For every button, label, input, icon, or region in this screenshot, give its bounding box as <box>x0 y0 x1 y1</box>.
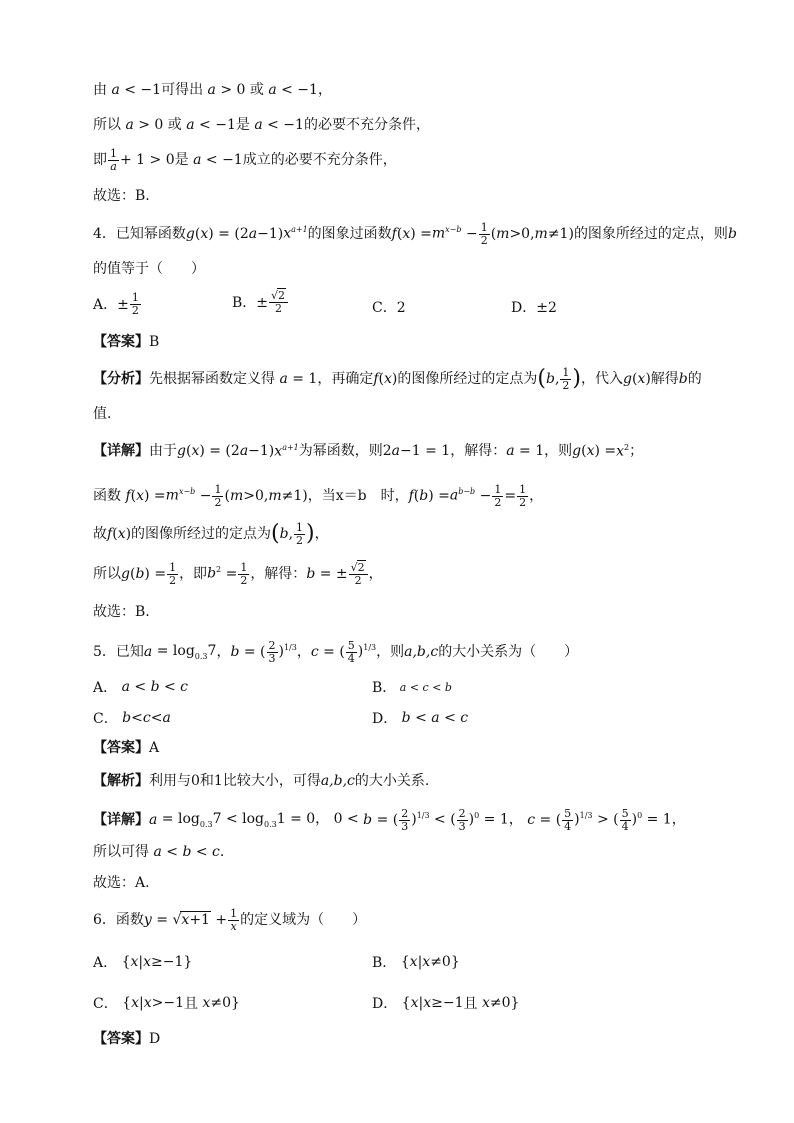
text: 由 <box>93 82 107 98</box>
q4-choose <box>93 604 724 621</box>
text: D． <box>372 996 398 1012</box>
q5-option-a: A． a < b < c <box>93 679 189 696</box>
answer-value: B <box>149 334 160 350</box>
text: ， <box>314 525 329 542</box>
text: D． <box>372 711 398 727</box>
analysis-tag: 【分析】 <box>93 370 149 387</box>
text: 5．已知 <box>93 643 144 660</box>
text: ，解得： <box>250 565 307 582</box>
text: 故选：A. <box>93 875 150 891</box>
answer-tag: 【答案】 <box>93 740 149 756</box>
q4-fixed-point: 故 f ( x ) 的图像所经过的定点为 ( b , $\frac{1}{2}$ ) ， <box>93 521 329 547</box>
text: 的定义域为（ ） <box>240 911 367 928</box>
text: A． <box>93 680 118 696</box>
q4-detail: 【详解】 由于 g ( x ) = (2 a −1) $x^{a+1}$ 为幂函数，则 2 a −1 = 1 ，解得： a = 1 ，则 g ( x ) = $x^2$ ； <box>93 443 644 460</box>
text: 成立的必要不充分条件， <box>242 151 397 168</box>
text: ，当x＝b 时， <box>307 487 409 504</box>
q4-option-a: A．± $\frac{1}{2}$ <box>93 291 139 317</box>
q5-stem: 5．已知 a = $\log_{0.3}7$ ， b = ( $\frac{2}{3}$ )$^{1/3}$ ， c = ( $\frac{5}{4}$ )$^{1/3}$ ，则 a,b,c 的大小关系为（ ） <box>93 639 579 665</box>
text: ， <box>529 487 544 504</box>
text: ，即 <box>179 565 208 582</box>
text: 的大小关系为（ ） <box>438 643 579 660</box>
q5-choose <box>93 875 724 892</box>
q5-option-b: B． a < c < b <box>372 677 452 697</box>
text: 所以可得 <box>93 844 149 860</box>
text: 或 <box>249 82 264 98</box>
text: 的图象所经过的定点，则 <box>573 225 728 242</box>
text-line-2: 所以 a > 0 或 a < −1 是 a < −1 的必要不充分条件， <box>93 117 430 133</box>
text: 故选：B. <box>93 188 150 204</box>
text: 6．函数 <box>93 911 144 928</box>
text: 是 <box>235 117 250 133</box>
text: 可得出 <box>161 82 204 98</box>
text: 由于 <box>149 443 177 460</box>
text: ，则 <box>544 443 573 460</box>
q4-stem: 4．已知幂函数 g ( x ) = (2 a −1) $x^{a+1}$ 的图象过函数 f ( x ) = $m^{x-b}$ − $\frac{1}{2}$ ( m >0, m ≠1) 的图象所经过的定点，则 b <box>93 221 737 247</box>
q4-conclusion: 所以 g ( b ) = $\frac{1}{2}$ ，即 $b^2$ = $\frac{1}{2}$ ，解得： b = ± $\frac{√2}{2}$ ， <box>93 561 383 587</box>
q6-option-a: A． { x | x ≥−1} <box>93 954 193 971</box>
text: 且 <box>463 996 478 1012</box>
q4-option-c <box>372 297 406 317</box>
text: B．± <box>232 295 269 312</box>
text: 的 <box>687 370 702 387</box>
text: ； <box>629 443 644 460</box>
text: 是 <box>174 151 189 168</box>
text: 为幂函数，则 <box>298 443 383 460</box>
detail-tag: 【详解】 <box>93 811 149 828</box>
q6-answer <box>93 1031 724 1048</box>
text: 4．已知幂函数 <box>93 225 186 242</box>
q4-stem-2 <box>93 261 724 278</box>
text: ， <box>317 82 332 98</box>
text: ，则 <box>376 643 405 660</box>
q6-option-c: C． { x | x >−1 且 x ≠0} <box>93 995 240 1012</box>
text-line-3: 即 $\frac{1}{a}$ + 1 > 0 是 a < −1 成立的必要不充分条件， <box>93 147 397 173</box>
q5-conclusion: 所以可得 a < b < c . <box>93 844 225 860</box>
q4-analysis: 【分析】 先根据幂函数定义得 a = 1 ，再确定 f ( x ) 的图像所经过的定点为 ( b , $\frac{1}{2}$ ) ，代入 g ( x ) 解得 b 的 <box>93 366 702 392</box>
text: 故选：B. <box>93 604 150 620</box>
text-line-4 <box>93 188 724 205</box>
text: 的必要不充分条件， <box>303 117 430 133</box>
text: C． <box>93 711 118 727</box>
detail-tag: 【详解】 <box>93 443 149 460</box>
q4-option-b: B．± $\frac{√2}{2}$ <box>232 290 289 314</box>
text: D．±2 <box>511 300 557 316</box>
text: 的图像所经过的定点为 <box>131 525 272 542</box>
text: C． <box>93 996 118 1012</box>
q4-analysis-2 <box>93 406 724 423</box>
text: ，解得： <box>450 443 507 460</box>
text: C．2 <box>372 300 406 316</box>
text: 值. <box>93 406 112 422</box>
text: 利用与0和1比较大小，可得 <box>149 773 321 789</box>
text: ， <box>216 643 231 660</box>
q4-answer <box>93 334 724 351</box>
q4-option-d <box>511 297 557 317</box>
text: ，再确定 <box>317 370 374 387</box>
q5-answer <box>93 740 724 757</box>
analysis-tag: 【解析】 <box>93 773 149 789</box>
text: 故 <box>93 525 107 542</box>
text: 先根据幂函数定义得 <box>149 370 275 387</box>
text: B． <box>372 955 397 971</box>
text: b <box>727 225 737 242</box>
text: 所以 <box>93 565 121 582</box>
text: ， <box>296 643 311 660</box>
q4-function-line: 函数 f ( x ) = $m^{x-b}$ − $\frac{1}{2}$ ( m >0, m ≠1) ，当x＝b 时， f ( b ) = $a^{b-b}$ − $\frac{1}{2}$ = $\frac{1}{2}$ ， <box>93 483 544 509</box>
q6-option-d: D． { x | x ≥−1 且 x ≠0} <box>372 995 520 1012</box>
q5-analysis: 【解析】 利用与0和1比较大小，可得 a,b,c 的大小关系. <box>93 773 430 789</box>
text: 所以 <box>93 117 121 133</box>
text: 的值等于（ ） <box>93 261 205 277</box>
text: 即 <box>93 151 107 168</box>
text: 函数 <box>93 487 121 504</box>
text: 的大小关系. <box>354 773 430 789</box>
text-line-1: 由 a < −1 可得出 a > 0 或 a < −1 ， <box>93 82 332 98</box>
q6-option-b: B． { x | x ≠0} <box>372 954 460 971</box>
text: A． <box>93 955 118 971</box>
text: B． <box>372 680 397 696</box>
text: 的图像所经过的定点为 <box>397 370 538 387</box>
text: ，代入 <box>580 370 623 387</box>
answer-tag: 【答案】 <box>93 1031 149 1047</box>
answer-tag: 【答案】 <box>93 334 149 350</box>
text: A．± <box>93 297 129 314</box>
text: ， <box>368 565 383 582</box>
text: 或 <box>167 117 182 133</box>
text: 的图象过函数 <box>307 225 392 242</box>
text: 解得 <box>650 370 679 387</box>
q5-option-d: D． b < a < c <box>372 710 469 727</box>
text: 且 <box>183 996 198 1012</box>
text: . <box>219 844 225 860</box>
q6-stem: 6．函数 y = √x+1 + $\frac{1}{x}$ 的定义域为（ ） <box>93 907 367 933</box>
q5-option-c: C． b < c < a <box>93 710 171 727</box>
q5-detail: 【详解】 a = $\log_{0.3}7 < \log_{0.3}1 = 0$， 0 < b = ( $\frac{2}{3}$ )$^{1/3}$ < ( $\frac{2}{3}$ )$^0$ = 1， c = ( $\frac{5}{4}$ )$^{1/3}$ > ( $\frac{5}{4}$ )$^0$ = 1， <box>93 807 686 833</box>
answer-value: A <box>149 740 160 756</box>
answer-value: D <box>149 1031 161 1047</box>
